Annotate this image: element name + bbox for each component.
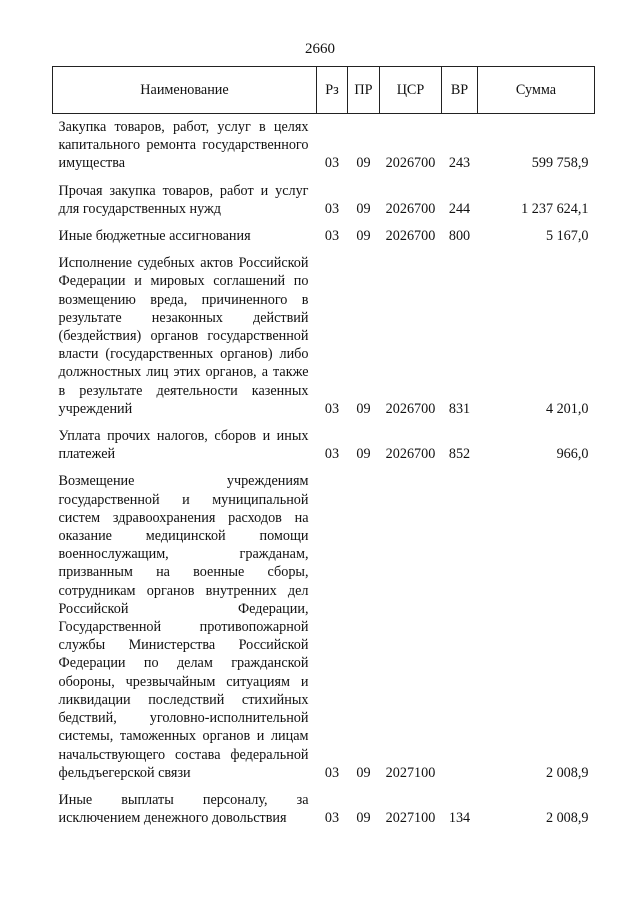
row-name: Иные выплаты персоналу, за исключением денежного довольствия — [58, 791, 309, 827]
row-vr: 134 — [448, 810, 471, 827]
row-name: Уплата прочих налогов, сборов и иных платежей — [58, 428, 309, 463]
row-csr: 2026700 — [385, 200, 436, 217]
row-rz: 03 — [324, 446, 340, 463]
row-name: Исполнение судебных актов Российской Федерации и мировых соглашений по возмещению вреда, причиненного в результате незаконных действий (бездействия) органов государственной власти (государственных органов) либо должностных лиц этих органов, а также в результате деятельности казенных учреждений — [58, 255, 309, 417]
row-csr: 2027100 — [385, 764, 436, 781]
row-vr: 243 — [448, 155, 471, 172]
row-sum: 1 237 624,1 — [521, 200, 589, 217]
row-name: Иные бюджетные ассигнования — [58, 228, 251, 245]
row-pr: 09 — [356, 400, 371, 417]
row-rz: 03 — [324, 155, 340, 172]
row-rz: 03 — [324, 200, 340, 217]
budget-table — [52, 66, 595, 832]
row-pr: 09 — [356, 446, 371, 463]
table-row — [53, 468, 595, 786]
row-pr: 09 — [356, 155, 371, 172]
row-pr: 09 — [356, 764, 371, 781]
table-row — [53, 178, 595, 223]
header-rz: Рз — [317, 67, 348, 114]
row-pr: 09 — [356, 228, 371, 245]
table-row — [53, 223, 595, 250]
header-name: Наименование — [53, 67, 317, 114]
row-sum: 4 201,0 — [545, 400, 589, 417]
table-header-row — [53, 67, 595, 114]
row-sum: 2 008,9 — [545, 764, 589, 781]
row-sum: 966,0 — [556, 446, 589, 463]
row-pr: 09 — [356, 200, 371, 217]
row-rz: 03 — [324, 764, 340, 781]
row-vr: 852 — [448, 446, 471, 463]
header-pr: ПР — [348, 67, 380, 114]
row-name: Возмещение учреждениям государственной и муниципальной систем здравоохранения расходов на оказание медицинской помощи военнослужащим, гражданам, призванным на военные сборы, сотрудникам органов внутренних дел Российской Федерации, Государственной противопожарной службы Министерства Российской Федерации по делам гражданской обороны, чрезвычайным ситуациям и ликвидации последствий стихийных бедствий, уголовно-исполнительной системы, таможенных органов и лицам начальствующего состава федеральной фельдъегерской связи — [58, 473, 309, 781]
header-csr: ЦСР — [380, 67, 442, 114]
header-vr: ВР — [442, 67, 478, 114]
row-sum: 5 167,0 — [545, 228, 589, 245]
table-row — [53, 787, 595, 832]
row-vr: 244 — [448, 200, 471, 217]
row-vr — [442, 468, 478, 786]
table-row — [53, 423, 595, 468]
row-sum: 2 008,9 — [545, 810, 589, 827]
table-row — [53, 250, 595, 423]
row-name: Прочая закупка товаров, работ и услуг для государственных нужд — [58, 182, 309, 217]
header-sum: Сумма — [478, 67, 595, 114]
row-rz: 03 — [324, 228, 340, 245]
row-pr: 09 — [356, 810, 371, 827]
row-sum: 599 758,9 — [531, 155, 589, 172]
row-csr: 2026700 — [385, 400, 436, 417]
row-vr: 800 — [448, 228, 471, 245]
page-number: 2660 — [305, 41, 335, 57]
row-csr: 2027100 — [385, 810, 436, 827]
row-csr: 2026700 — [385, 155, 436, 172]
row-csr: 2026700 — [385, 446, 436, 463]
row-csr: 2026700 — [385, 228, 436, 245]
row-vr: 831 — [448, 400, 471, 417]
row-rz: 03 — [324, 400, 340, 417]
table-row — [53, 114, 595, 178]
row-rz: 03 — [324, 810, 340, 827]
row-name: Закупка товаров, работ, услуг в целях капитального ремонта государственного имущества — [58, 119, 309, 172]
